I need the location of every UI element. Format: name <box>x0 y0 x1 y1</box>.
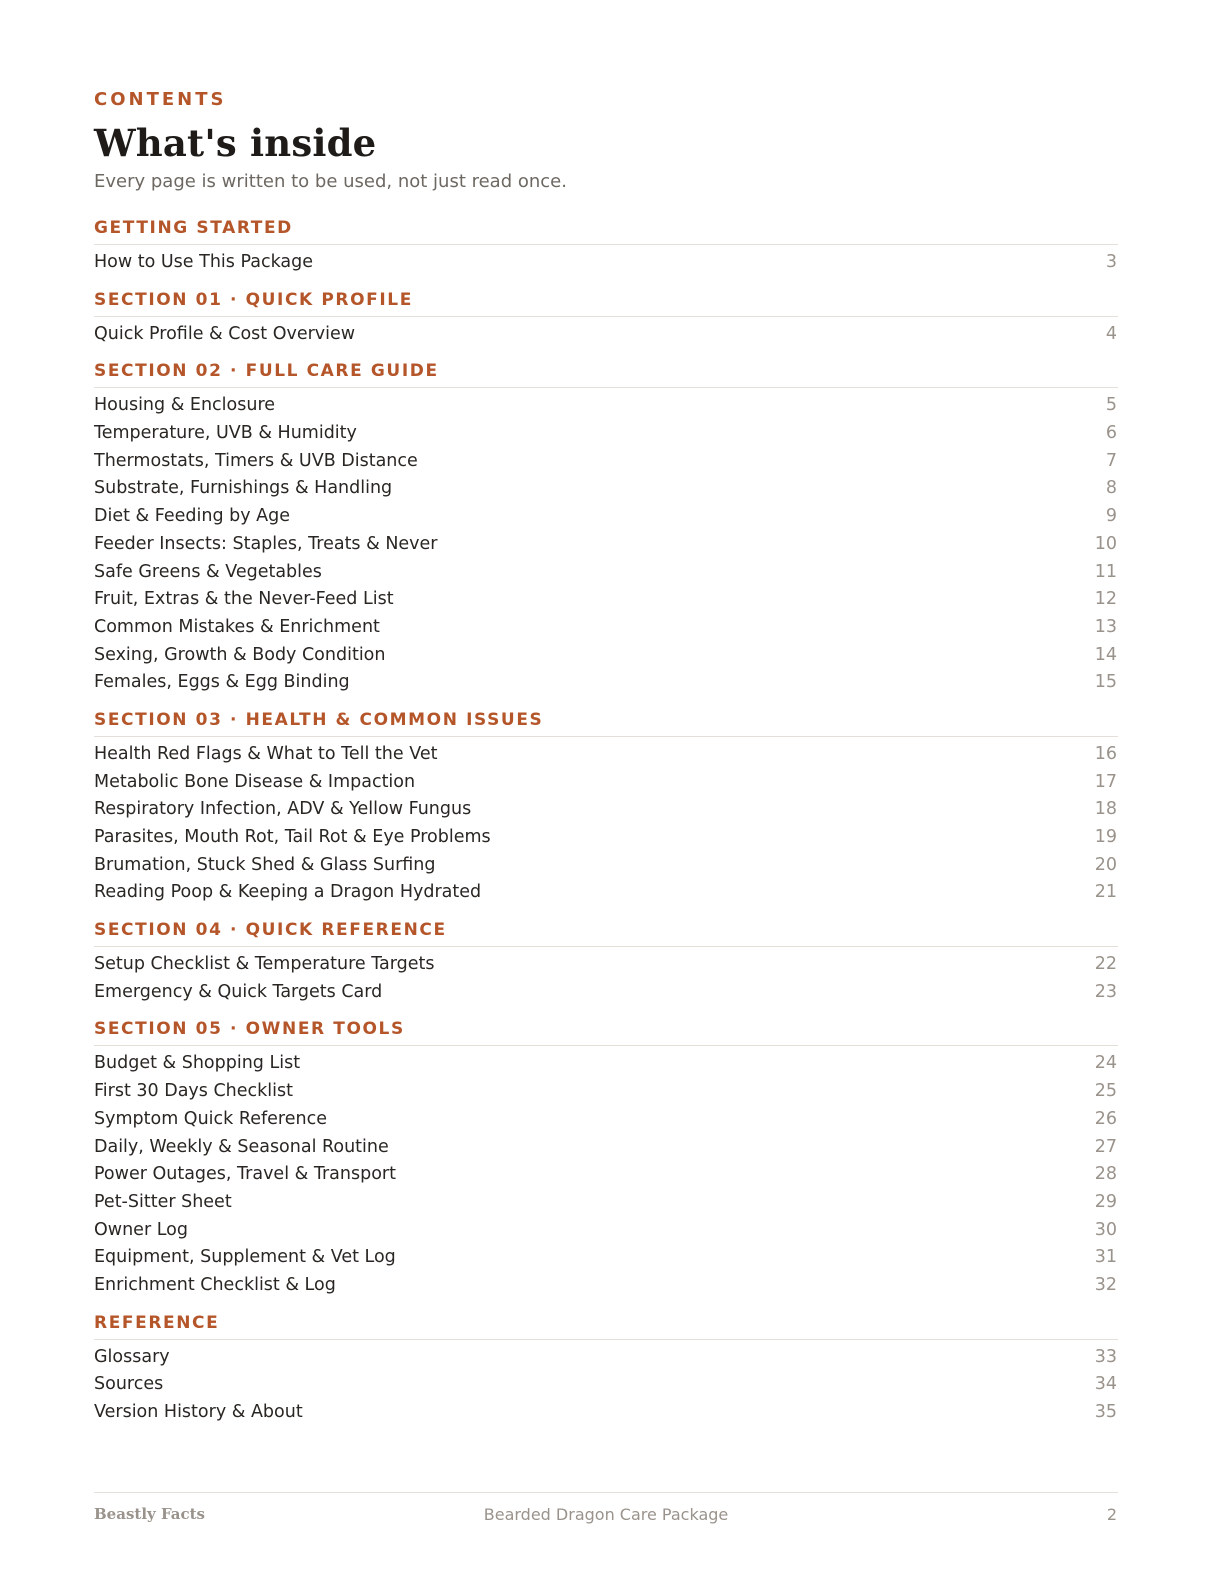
toc-entry-page-number: 21 <box>1094 882 1117 903</box>
footer-brand: Beastly Facts <box>94 1505 206 1523</box>
toc-entry[interactable] <box>94 1272 1118 1300</box>
toc-entry[interactable] <box>94 979 1118 1007</box>
eyebrow-label: CONTENTS <box>94 89 227 110</box>
toc-entry-page-number: 3 <box>1105 252 1117 272</box>
table-of-contents <box>94 215 1118 1427</box>
toc-entry[interactable] <box>94 614 1118 642</box>
toc-entry[interactable] <box>94 741 1118 769</box>
toc-entry-page-number: 14 <box>1094 644 1117 665</box>
toc-entry-title: Thermostats, Timers & UVB Distance <box>94 450 418 471</box>
toc-entry[interactable] <box>94 951 1118 979</box>
toc-entry-page-number: 32 <box>1094 1274 1117 1295</box>
toc-entry-title: Reading Poop & Keeping a Dragon Hydrated <box>94 882 482 903</box>
toc-entry-title: Quick Profile & Cost Overview <box>94 323 356 344</box>
toc-entry-page-number: 25 <box>1094 1081 1117 1102</box>
toc-section <box>94 215 1118 277</box>
toc-entry-title: Females, Eggs & Egg Binding <box>94 672 350 693</box>
toc-entry-page-number: 18 <box>1094 799 1117 820</box>
toc-entry-title: Parasites, Mouth Rot, Tail Rot & Eye Problems <box>94 827 491 847</box>
toc-entry[interactable] <box>94 1050 1118 1078</box>
toc-entry-page-number: 29 <box>1094 1191 1117 1212</box>
toc-entry[interactable] <box>94 669 1118 697</box>
toc-section <box>94 358 1118 697</box>
toc-entry-title: Metabolic Bone Disease & Impaction <box>94 771 416 792</box>
toc-entry[interactable] <box>94 1078 1118 1106</box>
toc-entry-title: Equipment, Supplement & Vet Log <box>94 1247 396 1268</box>
toc-entry-title: Setup Checklist & Temperature Targets <box>94 954 435 975</box>
toc-entry[interactable] <box>94 1244 1118 1272</box>
toc-entry[interactable] <box>94 1134 1118 1162</box>
toc-entry-title: Version History & About <box>94 1402 303 1422</box>
toc-entry-title: Pet-Sitter Sheet <box>94 1191 232 1212</box>
toc-entry-page-number: 22 <box>1094 954 1117 975</box>
toc-entry-title: Power Outages, Travel & Transport <box>94 1164 396 1185</box>
toc-section <box>94 707 1118 907</box>
toc-entry[interactable] <box>94 559 1118 587</box>
toc-section <box>94 1016 1118 1299</box>
toc-entry[interactable] <box>94 1217 1118 1245</box>
page-title: What's inside <box>94 121 377 165</box>
toc-section <box>94 1310 1118 1427</box>
toc-entry[interactable] <box>94 475 1118 503</box>
toc-entry-title: Budget & Shopping List <box>94 1053 301 1074</box>
section-heading: SECTION 05 · OWNER TOOLS <box>94 1016 1118 1046</box>
toc-entry-title: Respiratory Infection, ADV & Yellow Fungus <box>94 799 472 820</box>
toc-entry-title: Glossary <box>94 1346 170 1367</box>
toc-entry[interactable] <box>94 531 1118 559</box>
toc-entry-page-number: 4 <box>1105 323 1117 344</box>
toc-entry[interactable] <box>94 1371 1118 1399</box>
toc-entry-page-number: 34 <box>1094 1374 1117 1395</box>
toc-entry-page-number: 30 <box>1094 1219 1117 1240</box>
toc-entry[interactable] <box>94 321 1118 349</box>
toc-entry-page-number: 17 <box>1094 771 1117 792</box>
toc-entry[interactable] <box>94 642 1118 670</box>
toc-entry-page-number: 6 <box>1105 423 1117 444</box>
toc-entry-title: Emergency & Quick Targets Card <box>94 981 383 1002</box>
toc-entry-page-number: 27 <box>1094 1136 1117 1157</box>
page-footer <box>94 1492 1118 1533</box>
toc-section <box>94 917 1118 1006</box>
toc-entry-page-number: 20 <box>1094 854 1117 875</box>
toc-entry-page-number: 10 <box>1094 533 1117 554</box>
toc-entry[interactable] <box>94 249 1118 277</box>
toc-entry-title: Substrate, Furnishings & Handling <box>94 478 393 499</box>
toc-entry-page-number: 9 <box>1105 506 1117 527</box>
section-heading: SECTION 01 · QUICK PROFILE <box>94 287 1118 317</box>
toc-entry[interactable] <box>94 448 1118 476</box>
toc-entry[interactable] <box>94 769 1118 797</box>
toc-entry-title: First 30 Days Checklist <box>94 1081 293 1102</box>
toc-entry-page-number: 5 <box>1105 395 1117 416</box>
toc-entry-title: Symptom Quick Reference <box>94 1108 327 1129</box>
toc-entry-title: Brumation, Stuck Shed & Glass Surfing <box>94 854 436 875</box>
footer-document-title: Bearded Dragon Care Package <box>483 1505 729 1524</box>
toc-entry-title: How to Use This Package <box>94 252 313 272</box>
contents-page <box>94 0 1118 1584</box>
toc-entry-page-number: 7 <box>1105 450 1117 471</box>
toc-entry-title: Diet & Feeding by Age <box>94 506 290 527</box>
toc-entry[interactable] <box>94 1399 1118 1427</box>
section-heading: SECTION 02 · FULL CARE GUIDE <box>94 358 1118 388</box>
toc-entry[interactable] <box>94 852 1118 880</box>
toc-entry[interactable] <box>94 879 1118 907</box>
page-subtitle: Every page is written to be used, not just read once. <box>94 171 567 192</box>
toc-entry-title: Temperature, UVB & Humidity <box>94 423 357 444</box>
toc-entry-page-number: 11 <box>1094 561 1117 582</box>
toc-entry-page-number: 26 <box>1094 1108 1117 1129</box>
section-heading: GETTING STARTED <box>94 215 1118 245</box>
toc-entry-title: Common Mistakes & Enrichment <box>94 616 380 637</box>
footer-page-number: 2 <box>1106 1505 1117 1524</box>
toc-entry[interactable] <box>94 392 1118 420</box>
toc-entry-title: Fruit, Extras & the Never-Feed List <box>94 589 394 610</box>
toc-entry-page-number: 12 <box>1094 589 1117 610</box>
toc-entry-title: Owner Log <box>94 1219 188 1240</box>
toc-entry-page-number: 19 <box>1094 827 1117 847</box>
toc-entry-page-number: 35 <box>1094 1402 1117 1422</box>
toc-entry-page-number: 28 <box>1094 1164 1117 1185</box>
toc-section <box>94 287 1118 349</box>
toc-entry[interactable] <box>94 796 1118 824</box>
toc-entry[interactable] <box>94 420 1118 448</box>
toc-entry-page-number: 24 <box>1094 1053 1117 1074</box>
toc-entry-title: Enrichment Checklist & Log <box>94 1274 336 1295</box>
toc-entry-title: Housing & Enclosure <box>94 395 276 416</box>
toc-entry[interactable] <box>94 824 1118 852</box>
toc-entry-title: Safe Greens & Vegetables <box>94 561 322 582</box>
toc-entry-title: Daily, Weekly & Seasonal Routine <box>94 1136 389 1157</box>
section-heading: SECTION 03 · HEALTH & COMMON ISSUES <box>94 707 1118 737</box>
toc-entry-title: Health Red Flags & What to Tell the Vet <box>94 743 438 764</box>
toc-entry[interactable] <box>94 1189 1118 1217</box>
toc-entry[interactable] <box>94 586 1118 614</box>
toc-entry-title: Feeder Insects: Staples, Treats & Never <box>94 533 438 554</box>
section-heading: REFERENCE <box>94 1310 1118 1340</box>
toc-entry[interactable] <box>94 1106 1118 1134</box>
toc-entry-page-number: 13 <box>1094 616 1117 637</box>
toc-entry-page-number: 8 <box>1105 478 1117 499</box>
toc-entry-title: Sources <box>94 1374 164 1395</box>
toc-entry-page-number: 15 <box>1094 672 1117 693</box>
toc-entry-title: Sexing, Growth & Body Condition <box>94 644 386 665</box>
section-heading: SECTION 04 · QUICK REFERENCE <box>94 917 1118 947</box>
toc-entry-page-number: 23 <box>1094 981 1117 1002</box>
toc-entry-page-number: 16 <box>1094 743 1117 764</box>
toc-entry[interactable] <box>94 1344 1118 1372</box>
toc-entry-page-number: 33 <box>1094 1346 1117 1367</box>
toc-entry[interactable] <box>94 1161 1118 1189</box>
toc-entry-page-number: 31 <box>1094 1247 1117 1268</box>
toc-entry[interactable] <box>94 503 1118 531</box>
